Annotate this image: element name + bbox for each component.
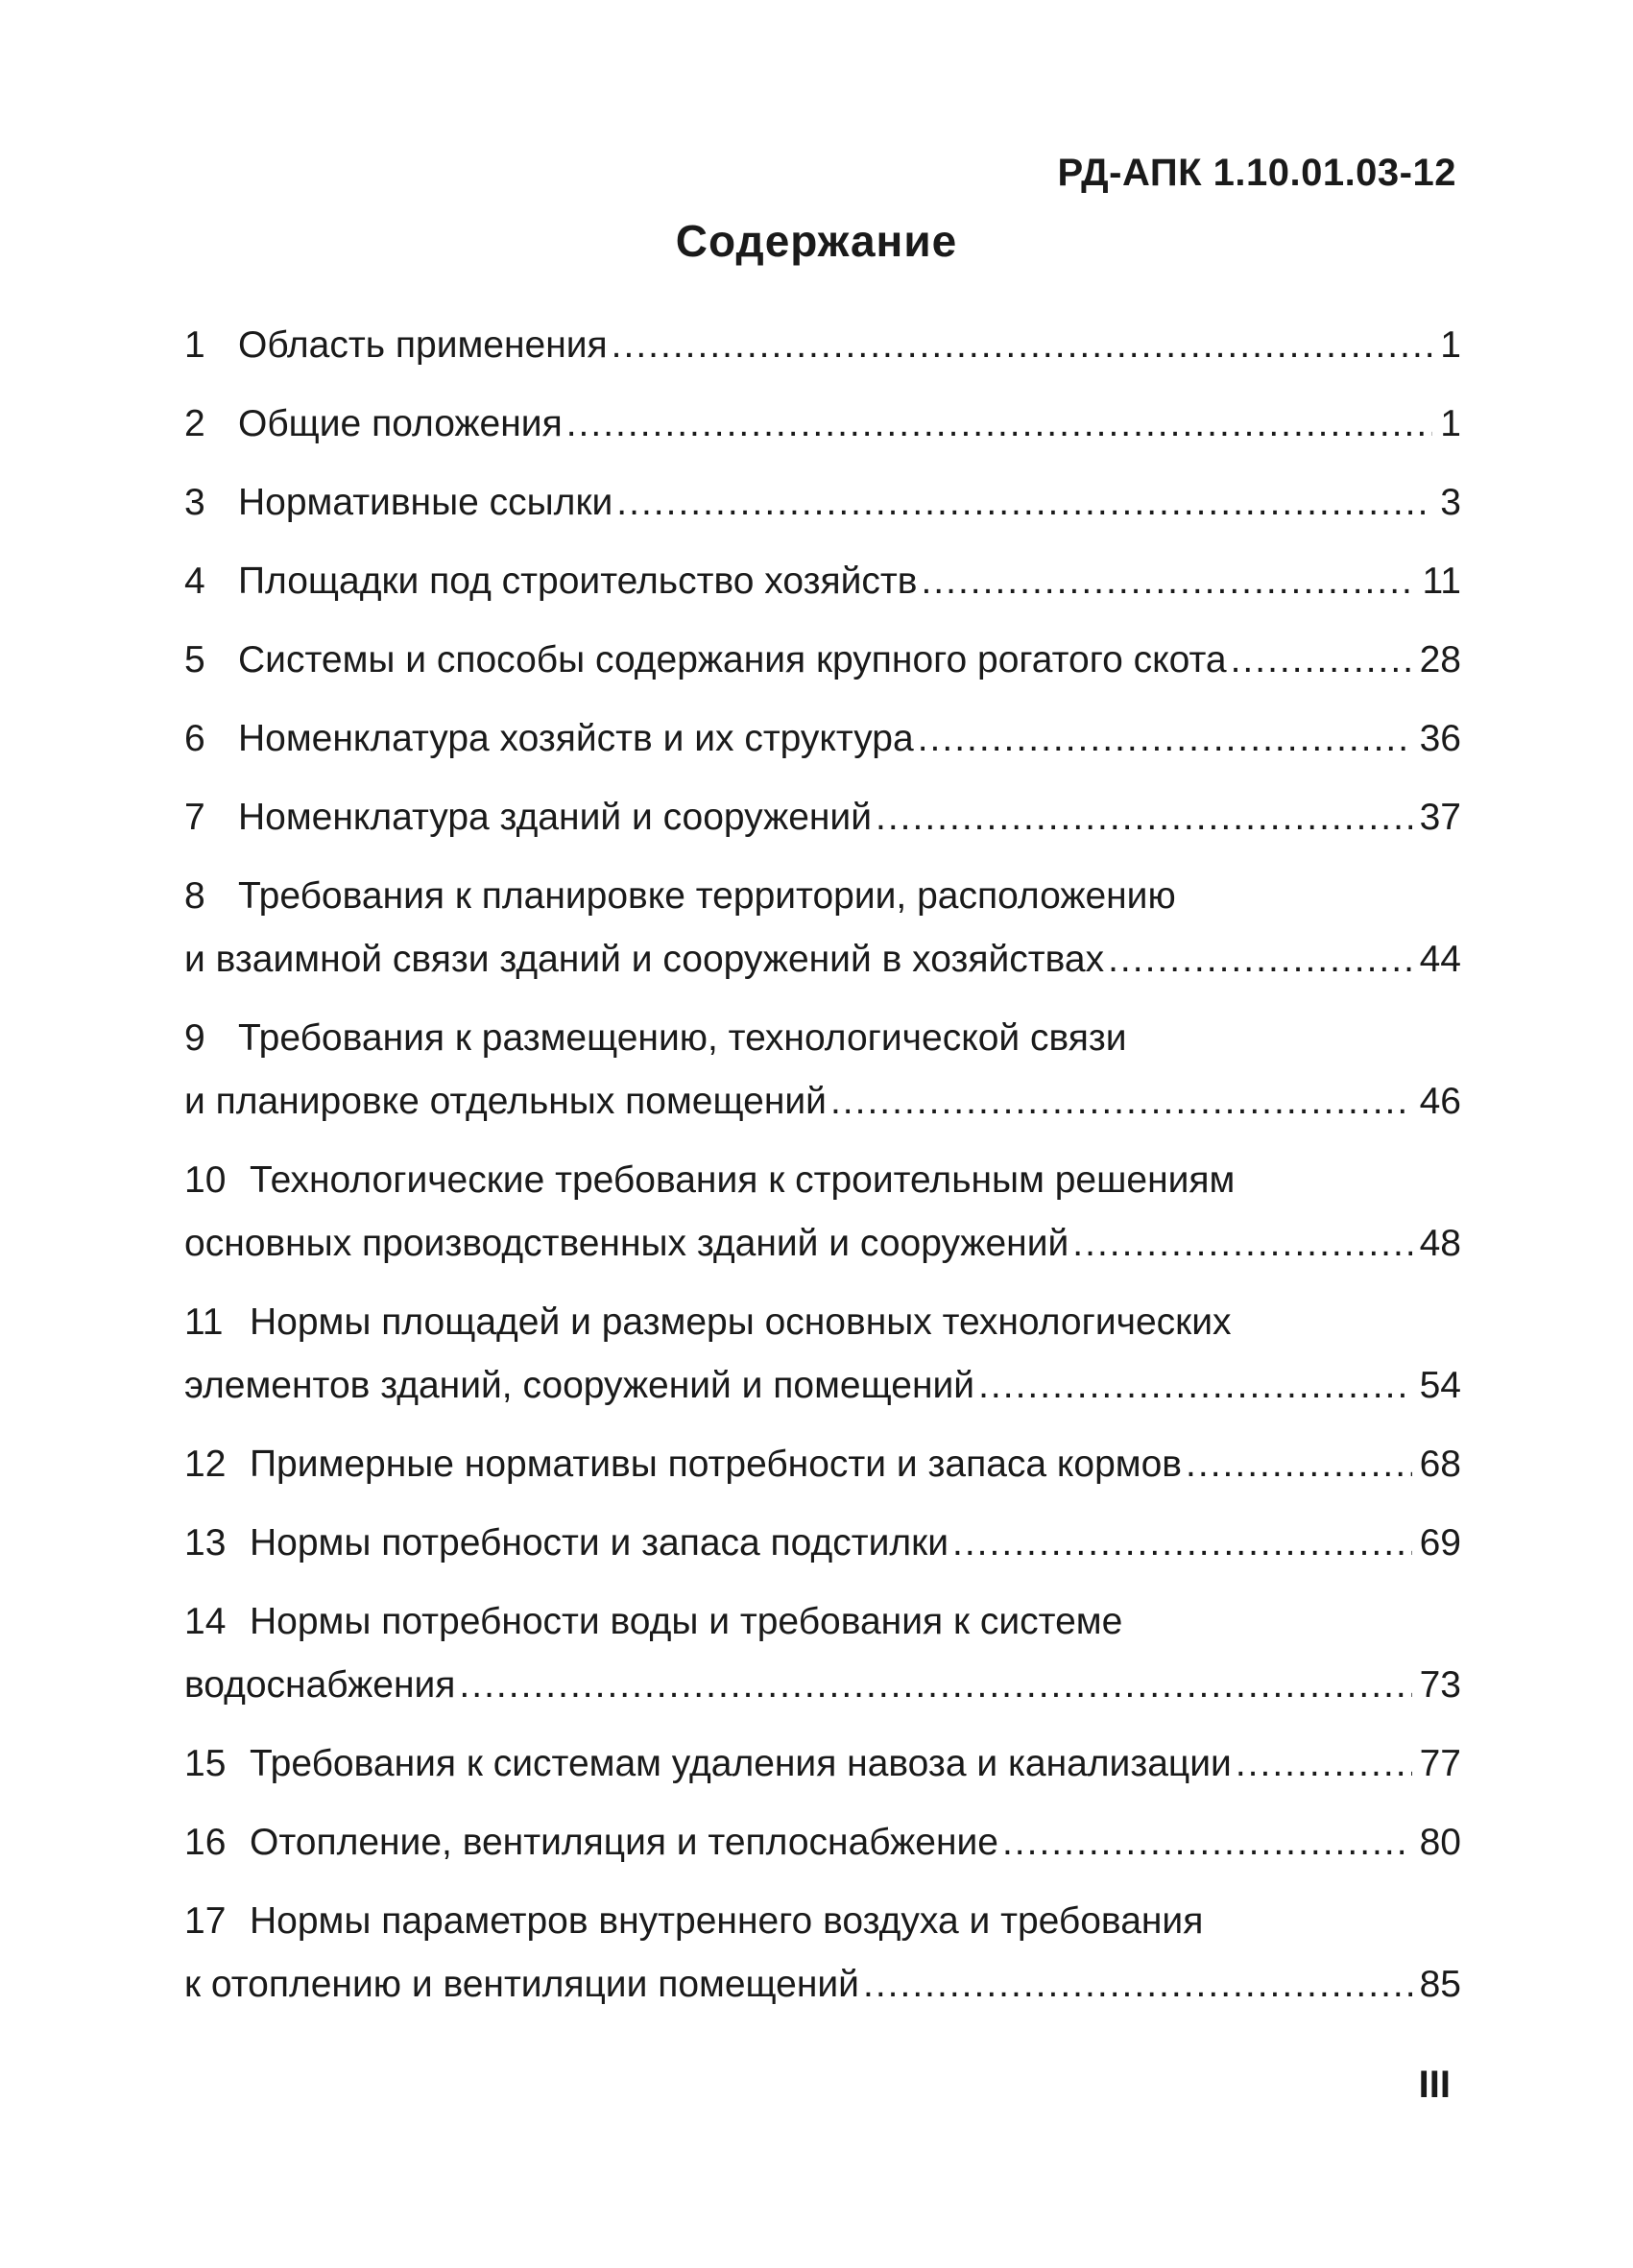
toc-entry-number: 4	[184, 561, 205, 602]
toc-entry-line	[184, 1291, 1461, 1354]
toc-entry-number: 3	[184, 482, 205, 523]
dot-leader	[978, 1354, 1412, 1418]
toc-entry-line	[184, 1007, 1461, 1070]
table-of-contents	[184, 314, 1461, 2032]
toc-entry-title: Общие положения	[238, 403, 563, 444]
toc-entry-number: 5	[184, 639, 205, 680]
dot-leader	[1236, 1732, 1412, 1796]
toc-entry-page: 54	[1419, 1365, 1461, 1406]
dot-leader	[459, 1654, 1411, 1717]
toc-entry-page: 1	[1440, 324, 1461, 366]
dot-leader	[952, 1512, 1412, 1575]
toc-entry-line	[184, 1212, 1461, 1276]
toc-entry-title: к отоплению и вентиляции помещений	[184, 1964, 859, 2005]
toc-entry-number: 2	[184, 403, 205, 444]
toc-entry-number: 8	[184, 875, 205, 917]
toc-entry-number: 16	[184, 1822, 227, 1863]
document-code: РД-АПК 1.10.01.03-12	[1057, 152, 1456, 194]
toc-entry-line	[184, 471, 1461, 535]
toc-entry-number: 9	[184, 1017, 205, 1059]
toc-entry-page: 68	[1419, 1444, 1461, 1485]
toc-entry-line	[184, 1149, 1461, 1212]
toc-entry-page: 36	[1419, 718, 1461, 759]
page-number-roman: III	[1418, 2064, 1451, 2106]
toc-entry-title: Нормы потребности воды и требования к системе	[250, 1601, 1123, 1642]
toc-entry[interactable]	[184, 1433, 1461, 1496]
toc-entry[interactable]	[184, 629, 1461, 692]
toc-entry-title: Нормы потребности и запаса подстилки	[250, 1522, 949, 1564]
toc-entry-page: 44	[1419, 939, 1461, 980]
toc-entry-line	[184, 1512, 1461, 1575]
toc-entry-title: Нормативные ссылки	[238, 482, 613, 523]
toc-entry-page: 37	[1419, 797, 1461, 838]
toc-entry-number: 6	[184, 718, 205, 759]
toc-entry-line	[184, 314, 1461, 377]
dot-leader	[863, 1953, 1412, 2017]
toc-entry-title: Требования к размещению, технологической связи	[238, 1017, 1127, 1059]
toc-entry-number: 13	[184, 1522, 227, 1564]
toc-entry-title: водоснабжения	[184, 1664, 456, 1706]
toc-entry[interactable]	[184, 471, 1461, 535]
toc-entry-page: 73	[1419, 1664, 1461, 1706]
toc-entry-line	[184, 1890, 1461, 1953]
toc-entry-title: Требования к планировке территории, расположению	[238, 875, 1176, 917]
toc-entry-line	[184, 550, 1461, 613]
toc-entry-title: Область применения	[238, 324, 608, 366]
toc-entry-title: элементов зданий, сооружений и помещений	[184, 1365, 975, 1406]
toc-entry-line	[184, 1433, 1461, 1496]
toc-entry-title: Нормы параметров внутреннего воздуха и требования	[250, 1900, 1204, 1942]
toc-entry[interactable]	[184, 1590, 1461, 1717]
toc-entry-title: основных производственных зданий и сооружений	[184, 1223, 1069, 1264]
toc-entry-page: 69	[1419, 1522, 1461, 1564]
toc-entry-line	[184, 1590, 1461, 1654]
toc-entry-title: Требования к системам удаления навоза и канализации	[250, 1743, 1232, 1784]
toc-entry-page: 3	[1440, 482, 1461, 523]
toc-entry-title: Примерные нормативы потребности и запаса кормов	[250, 1444, 1183, 1485]
dot-leader	[612, 314, 1433, 377]
toc-entry[interactable]	[184, 393, 1461, 456]
dot-leader	[1108, 928, 1412, 991]
dot-leader	[1072, 1212, 1411, 1276]
toc-entry[interactable]	[184, 786, 1461, 849]
dot-leader	[566, 393, 1433, 456]
toc-entry-line	[184, 1811, 1461, 1874]
toc-entry-page: 80	[1419, 1822, 1461, 1863]
toc-entry-line	[184, 393, 1461, 456]
toc-entry-page: 85	[1419, 1964, 1461, 2005]
toc-entry-page: 46	[1419, 1081, 1461, 1122]
toc-entry-line	[184, 865, 1461, 928]
toc-entry-line	[184, 1654, 1461, 1717]
toc-entry-page: 48	[1419, 1223, 1461, 1264]
dot-leader	[1002, 1811, 1412, 1874]
toc-entry-title: Системы и способы содержания крупного рогатого скота	[238, 639, 1227, 680]
toc-entry-line	[184, 928, 1461, 991]
dot-leader	[1186, 1433, 1412, 1496]
toc-entry-title: Технологические требования к строительным решениям	[250, 1159, 1236, 1201]
toc-entry[interactable]	[184, 314, 1461, 377]
toc-entry-title: Отопление, вентиляция и теплоснабжение	[250, 1822, 998, 1863]
toc-entry-title: Номенклатура хозяйств и их структура	[238, 718, 914, 759]
toc-entry-line	[184, 1732, 1461, 1796]
toc-entry-title: Площадки под строительство хозяйств	[238, 561, 918, 602]
toc-entry-title: Номенклатура зданий и сооружений	[238, 797, 872, 838]
toc-entry[interactable]	[184, 1007, 1461, 1134]
toc-entry[interactable]	[184, 1149, 1461, 1276]
toc-entry-line	[184, 1953, 1461, 2017]
toc-entry[interactable]	[184, 707, 1461, 771]
toc-entry[interactable]	[184, 1512, 1461, 1575]
toc-entry-title: и взаимной связи зданий и сооружений в хозяйствах	[184, 939, 1105, 980]
toc-entry[interactable]	[184, 550, 1461, 613]
dot-leader	[918, 707, 1412, 771]
toc-title: Содержание	[675, 216, 958, 266]
toc-entry-line	[184, 786, 1461, 849]
toc-entry[interactable]	[184, 1291, 1461, 1418]
dot-leader	[876, 786, 1412, 849]
toc-entry-title: и планировке отдельных помещений	[184, 1081, 827, 1122]
toc-entry-number: 7	[184, 797, 205, 838]
toc-entry-number: 10	[184, 1159, 227, 1201]
toc-entry[interactable]	[184, 1811, 1461, 1874]
dot-leader	[830, 1070, 1412, 1134]
toc-entry-number: 1	[184, 324, 205, 366]
toc-entry-line	[184, 707, 1461, 771]
toc-entry-title: Нормы площадей и размеры основных технологических	[250, 1301, 1232, 1343]
dot-leader	[616, 471, 1432, 535]
toc-entry-page: 1	[1440, 403, 1461, 444]
dot-leader	[921, 550, 1414, 613]
toc-entry-line	[184, 1070, 1461, 1134]
toc-entry-number: 15	[184, 1743, 227, 1784]
toc-entry-number: 12	[184, 1444, 227, 1485]
toc-entry[interactable]	[184, 1890, 1461, 2017]
toc-entry-page: 11	[1422, 561, 1461, 602]
toc-entry-line	[184, 629, 1461, 692]
toc-entry-number: 11	[184, 1301, 224, 1343]
toc-entry[interactable]	[184, 865, 1461, 991]
dot-leader	[1231, 629, 1412, 692]
toc-entry-number: 14	[184, 1601, 227, 1642]
toc-entry-page: 77	[1419, 1743, 1461, 1784]
toc-entry-number: 17	[184, 1900, 227, 1942]
toc-entry-page: 28	[1419, 639, 1461, 680]
toc-entry[interactable]	[184, 1732, 1461, 1796]
toc-entry-line	[184, 1354, 1461, 1418]
